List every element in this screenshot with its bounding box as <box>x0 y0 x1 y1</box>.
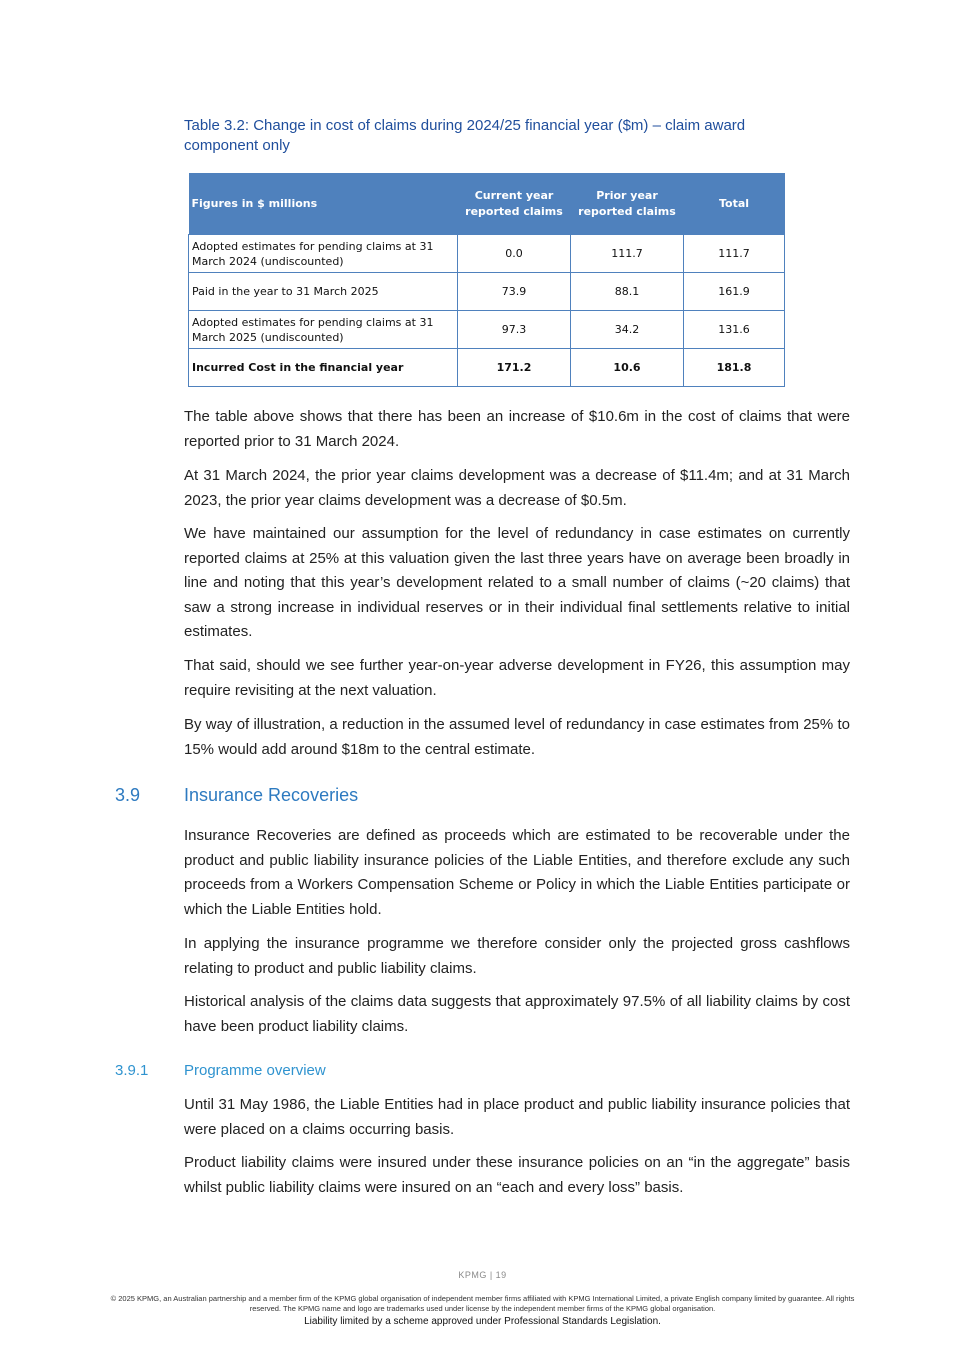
header-total: Total <box>684 173 785 235</box>
table-caption: Table 3.2: Change in cost of claims during 2024/25 financial year ($m) – claim award component only <box>184 117 746 154</box>
cell-current: 0.0 <box>458 235 571 273</box>
cell-total: 161.9 <box>684 273 785 311</box>
cell-total: 181.8 <box>684 349 785 387</box>
table-row <box>189 235 785 273</box>
subsection-title: Programme overview <box>184 1062 326 1079</box>
subsection-number: 3.9.1 <box>115 1062 149 1079</box>
paragraph: We have maintained our assumption for the level of redundancy in case estimates on currently reported claims at 25% at this valuation given the last three years have on average been broadly in line and noting that this year’s development related to a small number of claims (~20 claims) that saw a strong increase in individual reserves or in their individual final settlements relative to initial estimates. <box>184 525 850 640</box>
section-title: Insurance Recoveries <box>184 785 359 805</box>
liability-notice: Liability limited by a scheme approved under Professional Standards Legislation. <box>304 1316 661 1327</box>
cell-total: 131.6 <box>684 311 785 349</box>
table-header-row <box>189 173 785 235</box>
cell-current: 97.3 <box>458 311 571 349</box>
paragraph: By way of illustration, a reduction in the assumed level of redundancy in case estimates from 25% to 15% would add around $18m to the central estimate. <box>184 716 850 758</box>
copyright-notice: © 2025 KPMG, an Australian partnership and a member firm of the KPMG global organisation of independent member firms affiliated with KPMG International Limited, a private English company limited by guarantee. All rights reserved. The KPMG name and logo are trademarks used under license by the independent member firms of the KPMG global organisation. <box>110 1294 855 1313</box>
row-label: Adopted estimates for pending claims at 31 March 2025 (undiscounted) <box>189 311 458 349</box>
table-total-row <box>189 349 785 387</box>
claims-cost-table <box>188 173 785 387</box>
cell-prior: 10.6 <box>571 349 684 387</box>
cell-current: 171.2 <box>458 349 571 387</box>
paragraph: Product liability claims were insured under these insurance policies on an “in the aggregate” basis whilst public liability claims were insured on an “each and every loss” basis. <box>184 1154 850 1196</box>
header-prior-year: Prior year reported claims <box>571 173 684 235</box>
cell-prior: 88.1 <box>571 273 684 311</box>
cell-prior: 34.2 <box>571 311 684 349</box>
table-row <box>189 311 785 349</box>
paragraph: That said, should we see further year-on-year adverse development in FY26, this assumption may require revisiting at the next valuation. <box>184 657 850 699</box>
row-label: Incurred Cost in the financial year <box>189 349 458 387</box>
table-row <box>189 273 785 311</box>
paragraph: Until 31 May 1986, the Liable Entities had in place product and public liability insurance policies that were placed on a claims occurring basis. <box>184 1096 850 1138</box>
page-number: KPMG | 19 <box>458 1270 507 1280</box>
cell-current: 73.9 <box>458 273 571 311</box>
header-figures: Figures in $ millions <box>189 173 458 235</box>
section-number: 3.9 <box>115 785 141 805</box>
paragraph: The table above shows that there has been an increase of $10.6m in the cost of claims that were reported prior to 31 March 2024. <box>184 408 850 450</box>
row-label: Adopted estimates for pending claims at 31 March 2024 (undiscounted) <box>189 235 458 273</box>
row-label: Paid in the year to 31 March 2025 <box>189 273 458 311</box>
paragraph: In applying the insurance programme we therefore consider only the projected gross cashflows relating to product and public liability claims. <box>184 935 850 977</box>
paragraph: At 31 March 2024, the prior year claims development was a decrease of $11.4m; and at 31 March 2023, the prior year claims development was a decrease of $0.5m. <box>184 467 850 509</box>
cell-prior: 111.7 <box>571 235 684 273</box>
paragraph: Historical analysis of the claims data suggests that approximately 97.5% of all liability claims by cost have been product liability claims. <box>184 993 850 1035</box>
paragraph: Insurance Recoveries are defined as proceeds which are estimated to be recoverable under the product and public liability insurance policies of the Liable Entities, and therefore exclude any such proceeds from a Workers Compensation Scheme or Policy in which the Liable Entities participate or which the Liable Entities hold. <box>184 827 850 918</box>
header-current-year: Current year reported claims <box>458 173 571 235</box>
cell-total: 111.7 <box>684 235 785 273</box>
